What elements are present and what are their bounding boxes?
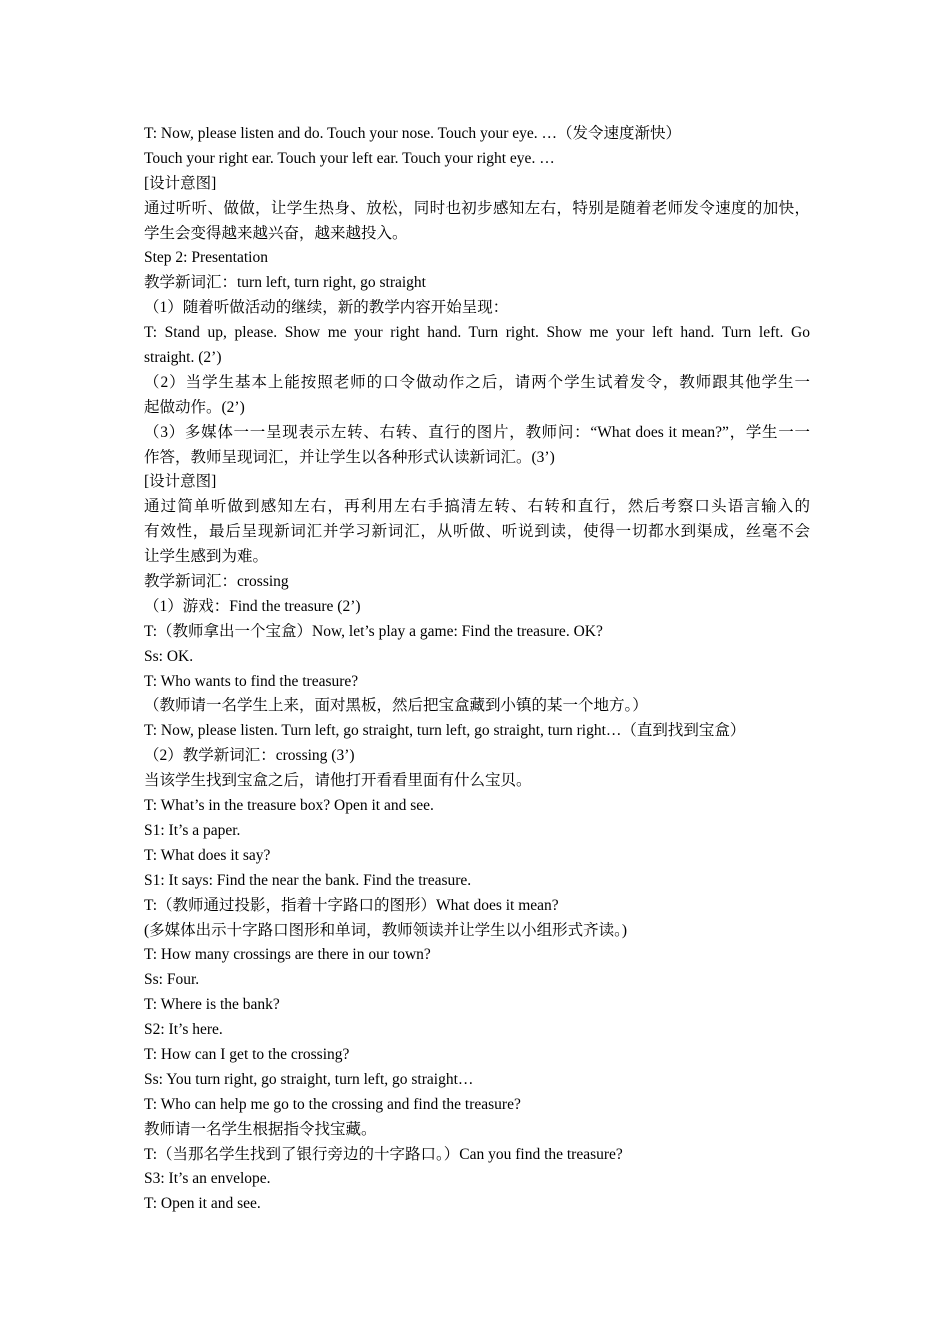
text-line: Ss: You turn right, go straight, turn left, go straight…	[144, 1070, 474, 1088]
text-line: T: Open it and see.	[144, 1195, 261, 1213]
text-line: 教学新词汇：crossing	[144, 573, 289, 591]
text-line: 教师请一名学生根据指令找宝藏。	[144, 1120, 377, 1138]
text-line: T: Now, please listen. Turn left, go straight, turn left, go straight, turn right…（直到找到宝盒）	[144, 722, 746, 740]
text-line: 学生会变得越来越兴奋，越来越投入。	[144, 224, 408, 242]
text-line: T: What does it say?	[144, 846, 271, 864]
text-line: T: Who wants to find the treasure?	[144, 672, 359, 690]
text-line: 作答，教师呈现词汇，并让学生以各种形式认读新词汇。(3’)	[144, 448, 555, 466]
text-line: 教学新词汇：turn left, turn right, go straight	[144, 274, 426, 292]
text-line: T:（当那名学生找到了银行旁边的十字路口。）Can you find the treasure?	[144, 1145, 623, 1163]
text-line: S3: It’s an envelope.	[144, 1170, 271, 1188]
text-line: （2）当学生基本上能按照老师的口令做动作之后，请两个学生试着发令，教师跟其他学生一	[144, 373, 810, 391]
text-line: （3）多媒体一一呈现表示左转、右转、直行的图片，教师问：“What does it mean?”，学生一一	[144, 423, 810, 441]
text-line: （教师请一名学生上来，面对黑板，然后把宝盒藏到小镇的某一个地方。）	[144, 697, 648, 715]
text-line: Touch your right ear. Touch your left ear. Touch your right eye. …	[144, 149, 555, 167]
text-line: S2: It’s here.	[144, 1021, 223, 1039]
text-line: T: Who can help me go to the crossing and find the treasure?	[144, 1095, 521, 1113]
text-line: (多媒体出示十字路口图形和单词，教师领读并让学生以小组形式齐读。)	[144, 921, 628, 939]
text-line: 通过听听、做做，让学生热身、放松，同时也初步感知左右，特别是随着老师发令速度的加快，	[144, 199, 810, 217]
text-line: 有效性，最后呈现新词汇并学习新词汇，从听做、听说到读，使得一切都水到渠成，丝毫不会	[144, 523, 810, 541]
text-line: T: Stand up, please. Show me your right hand. Turn right. Show me your left hand. Turn left. Go	[144, 324, 810, 342]
text-line: T:（教师通过投影，指着十字路口的图形）What does it mean?	[144, 896, 559, 914]
document-body	[144, 122, 810, 1217]
text-line: T: What’s in the treasure box? Open it and see.	[144, 797, 434, 815]
text-line: straight. (2’)	[144, 349, 222, 367]
text-line: T: How many crossings are there in our town?	[144, 946, 431, 964]
text-line: S1: It says: Find the near the bank. Find the treasure.	[144, 871, 472, 889]
text-line: （2）教学新词汇：crossing (3’)	[144, 747, 355, 765]
text-line: （1）游戏：Find the treasure (2’)	[144, 597, 361, 615]
text-line: S1: It’s a paper.	[144, 821, 241, 839]
text-line: 通过简单听做到感知左右，再利用左右手搞清左转、右转和直行，然后考察口头语言输入的	[144, 498, 810, 516]
text-line: T: Where is the bank?	[144, 996, 280, 1014]
text-line: 起做动作。(2’)	[144, 398, 245, 416]
text-line: 让学生感到为难。	[144, 548, 269, 566]
text-line: Ss: OK.	[144, 647, 194, 665]
text-line: （1）随着听做活动的继续，新的教学内容开始呈现：	[144, 299, 509, 317]
section-heading: [设计意图]	[144, 174, 217, 192]
text-line: T:（教师拿出一个宝盒）Now, let’s play a game: Find the treasure. OK?	[144, 622, 603, 640]
section-heading: [设计意图]	[144, 473, 217, 491]
text-line: T: How can I get to the crossing?	[144, 1045, 350, 1063]
text-line: Ss: Four.	[144, 971, 200, 989]
step-heading: Step 2: Presentation	[144, 249, 268, 267]
text-line: 当该学生找到宝盒之后，请他打开看看里面有什么宝贝。	[144, 772, 532, 790]
text-line: T: Now, please listen and do. Touch your nose. Touch your eye. …（发令速度渐快）	[144, 125, 682, 142]
